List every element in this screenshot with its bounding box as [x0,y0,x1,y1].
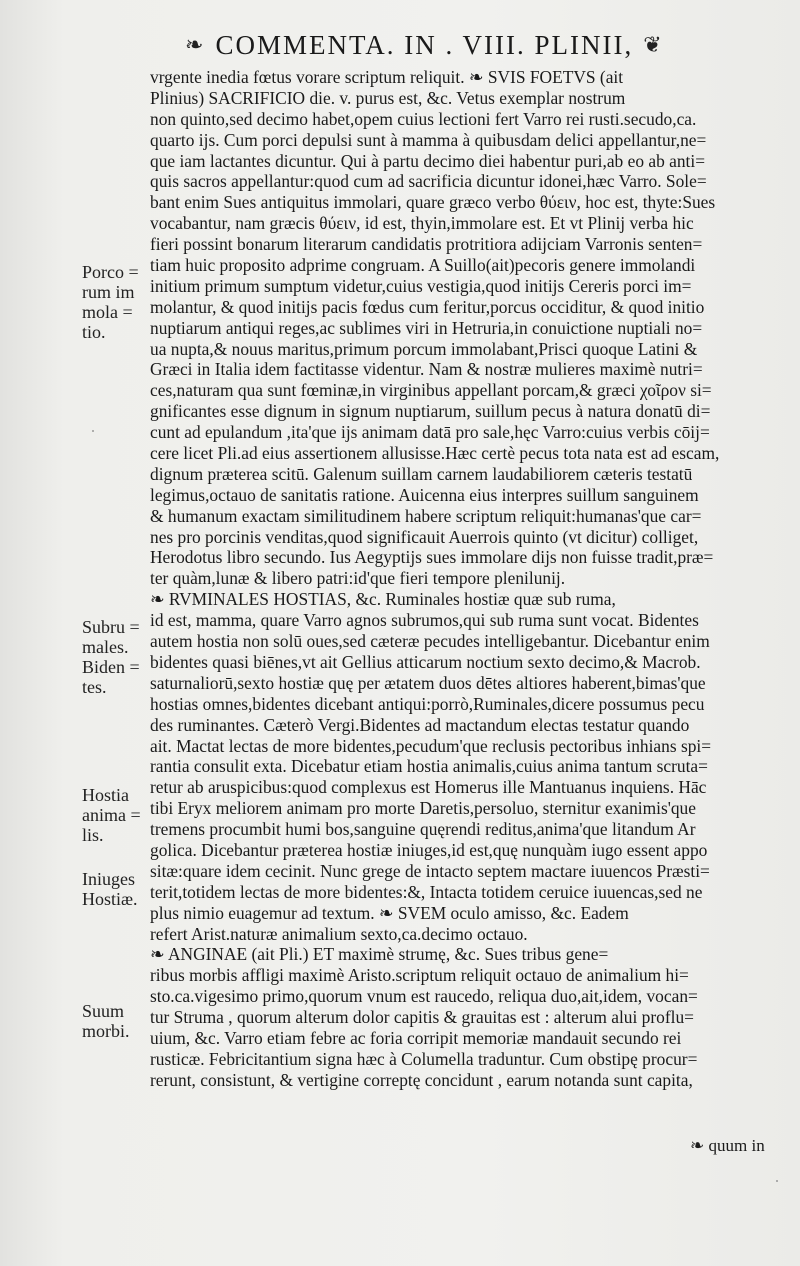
text-line: fieri possint bonarum literarum candidatis protritiora adijciam Varronis senten= [150,234,703,255]
text-line: tibi Eryx meliorem animam pro morte Daretis,persoluo, sternitur exanimis'que [150,798,696,819]
text-line: retur ab aruspicibus:quod complexus est Homerus ille Mantuanus inquiens. Hāc [150,777,707,798]
text-line: ter quàm,lunæ & libero patri:id'que fieri tempore plenilunij. [150,568,566,589]
text-line: bant enim Sues antiquitus immolari, quare græco verbo θύειν, hoc est, thyte:Sues [150,192,716,213]
text-line: ribus morbis affligi maximè Aristo.scriptum reliquit octauo de animalium hi= [150,965,689,986]
text-line: tremens procumbit humi bos,sanguine quęrendi reditus,anima'que litandum Ar [150,819,696,840]
text-line: bidentes quasi biēnes,vt ait Gellius atticarum noctium sexto decimo,& Macrob. [150,651,701,672]
header-title: COMMENTA. IN . VIII. PLINII, [215,29,634,60]
text-line: tiam huic proposito adprime congruam. A Suillo(ait)pecoris genere immolandi [150,255,696,276]
text-line: terit,totidem lectas de more bidentes:&, Intacta totidem ceruice iuuencas,sed ne [150,881,703,902]
text-line: Græci in Italia idem factitasse videntur. Nam & nostræ mulieres maximè nutri= [150,359,703,380]
text-line: hostias omnes,bidentes dicebant antiqui:porrò,Ruminales,dicere possumus pecu [150,693,705,714]
text-line: initium primum sumptum videtur,cuius vestigia,quod initijs Cereris porci im= [150,275,692,296]
fleuron-icon: ❧ [185,32,206,57]
text-line: sto.ca.vigesimo primo,quorum vnum est raucedo, reliqua duo,ait,idem, vocan= [150,986,698,1007]
text-line: quis sacros appellantur:quod cum ad sacrificia dicuntur idonei,hæc Varro. Sole= [150,171,707,192]
text-line: nuptiarum antiqui reges,ac sublimes viri in Hetruria,in conuictione nuptiali no= [150,317,703,338]
body-text [150,67,768,1091]
running-header [185,28,745,62]
text-line: cunt ad epulandum ,ita'que ijs animam datā pro sale,hęc Varro:cuius verbis cōij= [150,422,710,443]
margin-note-line: Porco = [82,262,139,282]
text-line: plus nimio euagemur ad textum. ❧ SVEM oculo amisso, &c. Eadem [150,902,629,923]
text-line: tur Struma , quorum alterum dolor capitis & grauitas est : alterum alui proflu= [150,1007,694,1028]
text-line: Herodotus libro secundo. Ius Aegyptijs sues immolare dijs non fuisse tradit,præ= [150,547,714,568]
text-line: gnificantes esse dignum in signum nuptiarum, suillum pecus à natura donatū di= [150,401,711,422]
margin-note-line: tes. [82,677,107,697]
margin-note-line: lis. [82,825,104,845]
margin-note-line: rum im [82,282,135,302]
text-line: & humanum exactam similitudinem habere scriptum reliquit:humanas'que car= [150,505,702,526]
margin-note-line: Suum [82,1001,125,1021]
text-line: autem hostia non solū oues,sed cæteræ pecudes intelligebantur. Dicebantur enim [150,631,710,652]
text-line: ❧ RVMINALES HOSTIAS, &c. Ruminales hostiæ quæ sub ruma, [150,589,616,610]
text-line: rerunt, consistunt, & vertigine correptę concidunt , earum notanda sunt capita, [150,1069,693,1090]
margin-note-line: tio. [82,322,106,342]
text-line: cere licet Pli.ad eius assertionem allusisse.Hæc certè pecus tota nata est ad escam, [150,443,720,464]
text-line: vrgente inedia fœtus vorare scriptum reliquit. ❧ SVIS FOETVS (ait [150,67,624,87]
text-line: golica. Dicebantur præterea hostiæ iniuges,id est,quę nunquàm iugo essent appo [150,839,708,860]
text-line: ces,naturam qua sunt fœminæ,in virginibus appellant porcam,& græci χοῖρον si= [150,380,712,401]
text-line: ua nupta,& nouus maritus,primum porcum immolabant,Prisci quoque Latini & [150,338,698,359]
text-line: Plinius) SACRIFICIO die. v. purus est, &c. Vetus exemplar nostrum [150,87,626,108]
text-line: nes pro porcinis venditas,quod significauit Auerrois quinto (vt dicitur) colliget, [150,526,699,547]
text-line: ❧ ANGINAE (ait Pli.) ET maximè strumę, &c. Sues tribus gene= [150,944,609,965]
text-line: saturnaliorū,sexto hostiæ quę per ætatem duos dētes altiores haberent,bimas'que [150,672,706,693]
text-line: quarto ijs. Cum porci depulsi sunt à mamma à quibusdam delici appellantur,ne= [150,129,707,150]
text-line: sitæ:quare idem cecinit. Nunc grege de intacto septem mactare iuuencos Præsti= [150,860,710,881]
fleuron-icon: ❦ [643,32,664,57]
margin-note-line: Hostiæ. [82,889,138,909]
catchword: ❧ quum in [690,1136,765,1155]
margin-note-line: Iniuges [82,869,135,889]
paper-fleck [776,1180,778,1182]
text-line: refert Arist.naturæ animalium sexto,ca.decimo octauo. [150,923,528,944]
text-line: ait. Mactat lectas de more bidentes,pecudum'que reclusis pectoribus inhians spi= [150,735,712,756]
margin-note-line: anima = [82,805,141,825]
margin-note-line: mola = [82,302,133,322]
text-line: des ruminantes. Cæterò Vergi.Bidentes ad mactandum electas testatur quando [150,714,690,735]
margin-note-line: Subru = [82,617,140,637]
text-line: legimus,octauo de sanitatis ratione. Auicenna eius interpres suillum sanguinem [150,484,699,505]
text-line: rusticæ. Febricitantium signa hæc à Columella traduntur. Cum obstipę procur= [150,1048,698,1069]
text-line: molantur, & quod initijs pacis fœdus cum feritur,porcus occiditur, & quod initio [150,296,705,317]
text-line: rantia consulit exta. Dicebatur etiam hostia animalis,cuius anima tantum scruta= [150,756,708,777]
text-line: non quinto,sed decimo habet,opem cuius lectioni fert Varro rei rusti.secudo,ca. [150,108,697,129]
text-line: id est, mamma, quare Varro agnos subrumos,qui sub ruma sunt vocat. Bidentes [150,610,699,631]
text-line: uium, &c. Varro etiam febre ac foria corripit memoriæ mandauit secundo rei [150,1027,682,1048]
margin-note-line: morbi. [82,1021,130,1041]
text-line: vocabantur, nam græcis θύειν, id est, thyin,immolare est. Et vt Plinij verba hic [150,213,694,234]
margin-note-line: males. [82,637,129,657]
margin-note-line: Hostia [82,785,129,805]
margin-note-line: Biden = [82,657,140,677]
text-line: que iam lactantes dicuntur. Qui à partu decimo diei habentur puri,ab eo ab anti= [150,150,706,171]
text-line: dignum præterea scitū. Galenum suillam carnem laudabiliorem cæteris testatū [150,463,693,484]
paper-fleck [92,430,94,432]
